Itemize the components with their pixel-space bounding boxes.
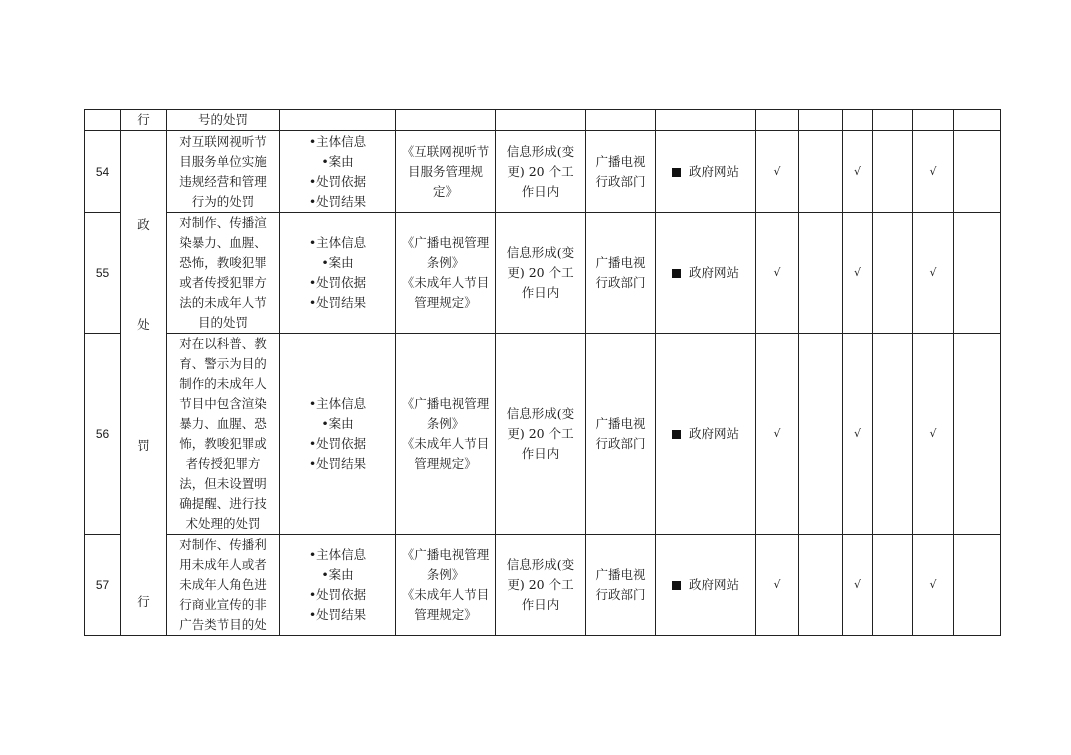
square-bullet-icon — [672, 168, 681, 177]
table-row — [85, 334, 1001, 535]
check-cell: √ — [843, 535, 873, 636]
check-cell: √ — [913, 334, 954, 535]
check-cell — [873, 535, 913, 636]
square-bullet-icon — [672, 430, 681, 439]
check-cell: √ — [843, 334, 873, 535]
table-row — [85, 131, 1001, 213]
content-items-cell: •主体信息 •案由 •处罚依据 •处罚结果 — [280, 334, 396, 535]
check-cell — [799, 213, 843, 334]
row-number: 57 — [85, 535, 121, 636]
time-limit-cell: 信息形成(变 更) 20 个工 作日内 — [496, 131, 586, 213]
channel-cell: 政府网站 — [656, 131, 756, 213]
category-char: 政 — [137, 217, 150, 232]
check-cell: √ — [913, 535, 954, 636]
basis-cell: 《互联网视听节 目服务管理规 定》 — [396, 131, 496, 213]
check-cell — [873, 213, 913, 334]
channel-cell: 政府网站 — [656, 334, 756, 535]
matter-cell: 对制作、传播渲 染暴力、血腥、 恐怖，教唆犯罪 或者传授犯罪方 法的未成年人节 目的处罚 — [167, 213, 280, 334]
check-cell — [954, 213, 1001, 334]
check-cell: √ — [843, 131, 873, 213]
check-cell: √ — [756, 334, 799, 535]
time-limit-cell: 信息形成(变 更) 20 个工 作日内 — [496, 334, 586, 535]
department-cell: 广播电视 行政部门 — [586, 535, 656, 636]
square-bullet-icon — [672, 581, 681, 590]
check-cell — [954, 131, 1001, 213]
basis-cell: 《广播电视管理 条例》 《未成年人节目 管理规定》 — [396, 535, 496, 636]
basis-cell: 《广播电视管理 条例》 《未成年人节目 管理规定》 — [396, 334, 496, 535]
check-cell — [954, 535, 1001, 636]
check-cell: √ — [756, 535, 799, 636]
disclosure-table — [84, 109, 1001, 636]
channel-cell: 政府网站 — [656, 535, 756, 636]
check-cell — [799, 131, 843, 213]
table-row — [85, 213, 1001, 334]
category-char: 行 — [137, 594, 150, 609]
department-cell: 广播电视 行政部门 — [586, 213, 656, 334]
header-no-cell — [85, 110, 121, 131]
basis-cell: 《广播电视管理 条例》 《未成年人节目 管理规定》 — [396, 213, 496, 334]
matter-cell: 对在以科普、教 育、警示为目的 制作的未成年人 节目中包含渲染 暴力、血腥、恐 怖，教唆犯罪或 者传授犯罪方 法，但未设置明 确提醒、进行技 术处理的处罚 — [167, 334, 280, 535]
row-number: 56 — [85, 334, 121, 535]
row-number: 55 — [85, 213, 121, 334]
content-items-cell: •主体信息 •案由 •处罚依据 •处罚结果 — [280, 131, 396, 213]
matter-cell: 对制作、传播利 用未成年人或者 未成年人角色进 行商业宣传的非 广告类节目的处 — [167, 535, 280, 636]
content-items-cell: •主体信息 •案由 •处罚依据 •处罚结果 — [280, 535, 396, 636]
check-cell: √ — [913, 213, 954, 334]
check-cell: √ — [913, 131, 954, 213]
row-number: 54 — [85, 131, 121, 213]
check-cell — [954, 334, 1001, 535]
square-bullet-icon — [672, 269, 681, 278]
check-cell — [873, 131, 913, 213]
check-cell: √ — [756, 213, 799, 334]
time-limit-cell: 信息形成(变 更) 20 个工 作日内 — [496, 535, 586, 636]
content-items-cell: •主体信息 •案由 •处罚依据 •处罚结果 — [280, 213, 396, 334]
header-category-cell: 行 — [121, 110, 167, 131]
category-char: 罚 — [137, 438, 150, 453]
check-cell: √ — [843, 213, 873, 334]
category-char: 处 — [137, 317, 150, 332]
header-row — [85, 110, 1001, 131]
check-cell — [799, 334, 843, 535]
check-cell — [799, 535, 843, 636]
table-row — [85, 535, 1001, 636]
header-matter-cell: 号的处罚 — [167, 110, 280, 131]
channel-cell: 政府网站 — [656, 213, 756, 334]
matter-cell: 对互联网视听节 目服务单位实施 违规经营和管理 行为的处罚 — [167, 131, 280, 213]
department-cell: 广播电视 行政部门 — [586, 131, 656, 213]
time-limit-cell: 信息形成(变 更) 20 个工 作日内 — [496, 213, 586, 334]
check-cell — [873, 334, 913, 535]
category-cell — [121, 131, 167, 636]
department-cell: 广播电视 行政部门 — [586, 334, 656, 535]
check-cell: √ — [756, 131, 799, 213]
